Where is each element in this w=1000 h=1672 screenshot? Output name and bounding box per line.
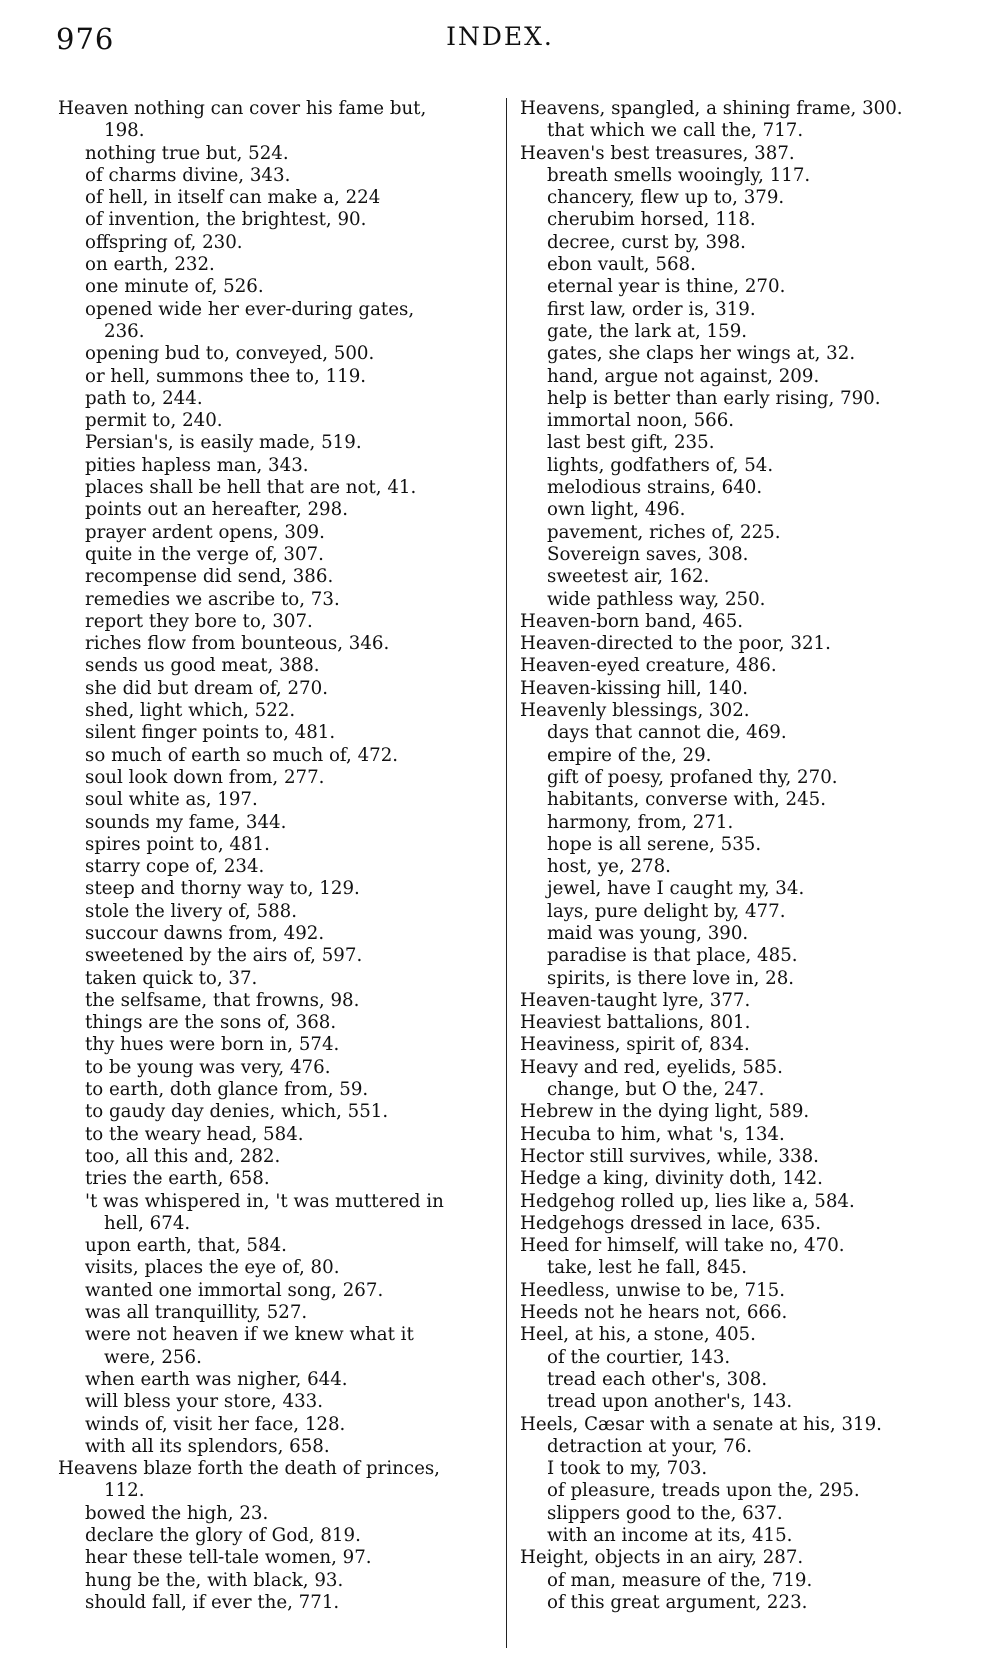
index-entry: Heaven-born band, 465.	[520, 610, 744, 632]
index-subentry: path to, 244.	[85, 387, 203, 409]
index-subentry: remedies we ascribe to, 73.	[85, 588, 340, 610]
index-subentry: lays, pure delight by, 477.	[547, 900, 786, 922]
right-column	[520, 98, 950, 1614]
index-subentry: upon earth, that, 584.	[85, 1235, 287, 1257]
index-subentry: will bless your store, 433.	[85, 1391, 323, 1413]
index-subentry: own light, 496.	[547, 499, 686, 521]
index-subentry: bowed the high, 23.	[85, 1502, 269, 1524]
index-entry: Heavens, spangled, a shining frame, 300.	[520, 98, 903, 119]
index-subentry: with an income at its, 415.	[547, 1525, 793, 1546]
index-subentry: soul white as, 197.	[85, 789, 258, 811]
index-subentry: with all its splendors, 658.	[85, 1435, 330, 1457]
index-subentry: paradise is that place, 485.	[547, 945, 798, 967]
index-subentry: slippers good to the, 637.	[547, 1502, 783, 1524]
index-subentry: tread upon another's, 143.	[547, 1391, 793, 1413]
index-subentry: riches flow from bounteous, 346.	[85, 633, 390, 655]
index-entry: Heaven-directed to the poor, 321.	[520, 633, 831, 655]
index-subentry: chancery, flew up to, 379.	[547, 187, 785, 209]
index-subentry: silent finger points to, 481.	[85, 722, 336, 744]
index-subentry: help is better than early rising, 790.	[547, 387, 881, 409]
index-subentry: 't was whispered in, 't was muttered in	[85, 1190, 444, 1212]
index-subentry: to the weary head, 584.	[85, 1123, 304, 1145]
index-entry-continuation: 112.	[104, 1480, 145, 1502]
index-subentry: nothing true but, 524.	[85, 142, 289, 164]
index-entry: Heels, Cæsar with a senate at his, 319.	[520, 1413, 882, 1435]
index-subentry: harmony, from, 271.	[547, 811, 734, 833]
index-subentry: change, but O the, 247.	[547, 1079, 765, 1101]
index-subentry: sweetened by the airs of, 597.	[85, 945, 363, 967]
index-entry: Heaven's best treasures, 387.	[520, 142, 795, 164]
index-entry: Heavens blaze forth the death of princes,	[58, 1458, 440, 1480]
index-subentry: breath smells wooingly, 117.	[547, 164, 811, 186]
index-subentry: wanted one immortal song, 267.	[85, 1279, 384, 1301]
index-subentry: taken quick to, 37.	[85, 967, 258, 989]
index-subentry: immortal noon, 566.	[547, 410, 735, 432]
index-subentry: stole the livery of, 588.	[85, 900, 298, 922]
page-title: INDEX.	[446, 22, 554, 51]
column-divider	[506, 98, 507, 1648]
index-subentry: cherubim horsed, 118.	[547, 209, 756, 231]
index-subentry: spirits, is there love in, 28.	[547, 967, 795, 989]
index-subentry: lights, godfathers of, 54.	[547, 454, 774, 476]
index-subentry: report they bore to, 307.	[85, 610, 313, 632]
index-subentry: hear these tell-tale women, 97.	[85, 1547, 372, 1569]
index-subentry: soul look down from, 277.	[85, 766, 325, 788]
index-subentry: I took to my, 703.	[547, 1458, 708, 1480]
index-subentry: or hell, summons thee to, 119.	[85, 365, 367, 387]
index-entry: Heeds not he hears not, 666.	[520, 1302, 788, 1324]
index-subentry: to be young was very, 476.	[85, 1056, 331, 1078]
index-subentry: opened wide her ever-during gates,	[85, 298, 415, 320]
index-subentry: hope is all serene, 535.	[547, 833, 762, 855]
index-subentry: were not heaven if we knew what it	[85, 1324, 414, 1346]
index-subentry: starry cope of, 234.	[85, 856, 265, 878]
index-subentry: too, all this and, 282.	[85, 1145, 281, 1167]
index-subentry: spires point to, 481.	[85, 833, 270, 855]
index-entry: Heel, at his, a stone, 405.	[520, 1324, 756, 1346]
index-entry: Heaviest battalions, 801.	[520, 1012, 751, 1034]
index-subentry: wide pathless way, 250.	[547, 588, 766, 610]
index-subentry: offspring of, 230.	[85, 231, 243, 253]
index-entry: Heaven nothing can cover his fame but,	[58, 98, 427, 119]
index-entry: Heavenly blessings, 302.	[520, 700, 750, 722]
index-subentry: succour dawns from, 492.	[85, 922, 325, 944]
index-subentry: last best gift, 235.	[547, 432, 715, 454]
index-entry: Heedless, unwise to be, 715.	[520, 1279, 786, 1301]
index-subentry: sweetest air, 162.	[547, 566, 710, 588]
index-entry: Hedgehogs dressed in lace, 635.	[520, 1212, 822, 1234]
index-subentry: pavement, riches of, 225.	[547, 521, 781, 543]
index-subentry: quite in the verge of, 307.	[85, 543, 324, 565]
index-subentry: that which we call the, 717.	[547, 120, 804, 142]
index-subentry: Persian's, is easily made, 519.	[85, 432, 362, 454]
index-subentry: one minute of, 526.	[85, 276, 264, 298]
index-subentry: hand, argue not against, 209.	[547, 365, 820, 387]
index-subentry: melodious strains, 640.	[547, 477, 763, 499]
index-entry-continuation: 198.	[104, 120, 145, 142]
index-subentry: gift of poesy, profaned thy, 270.	[547, 766, 838, 788]
left-column	[58, 98, 488, 1614]
index-subentry: empire of the, 29.	[547, 744, 712, 766]
index-subentry: was all tranquillity, 527.	[85, 1302, 308, 1324]
index-subentry: tries the earth, 658.	[85, 1168, 270, 1190]
index-entry: Heaven-kissing hill, 140.	[520, 677, 749, 699]
index-subentry: to earth, doth glance from, 59.	[85, 1079, 369, 1101]
index-subentry: thy hues were born in, 574.	[85, 1034, 340, 1056]
index-entry: Heaviness, spirit of, 834.	[520, 1034, 750, 1056]
index-subentry: tread each other's, 308.	[547, 1368, 768, 1390]
index-subentry: should fall, if ever the, 771.	[85, 1591, 340, 1613]
index-subentry: winds of, visit her face, 128.	[85, 1413, 346, 1435]
index-entry: Heaven-taught lyre, 377.	[520, 989, 751, 1011]
index-subentry: Sovereign saves, 308.	[547, 543, 749, 565]
index-subentry: opening bud to, conveyed, 500.	[85, 343, 375, 365]
index-subentry: take, lest he fall, 845.	[547, 1257, 748, 1279]
index-subentry: the selfsame, that frowns, 98.	[85, 989, 360, 1011]
index-subentry: sends us good meat, 388.	[85, 655, 320, 677]
index-subentry: of this great argument, 223.	[547, 1591, 808, 1613]
index-subentry: of man, measure of the, 719.	[547, 1569, 813, 1591]
index-subentry: of invention, the brightest, 90.	[85, 209, 367, 231]
index-subentry: prayer ardent opens, 309.	[85, 521, 325, 543]
index-entry: Height, objects in an airy, 287.	[520, 1547, 804, 1569]
index-subentry: of the courtier, 143.	[547, 1346, 731, 1368]
index-entry-continuation: 236.	[104, 320, 145, 342]
index-subentry: of hell, in itself can make a, 224	[85, 187, 381, 209]
index-subentry: on earth, 232.	[85, 254, 215, 276]
index-subentry: gate, the lark at, 159.	[547, 320, 748, 342]
page-number: 976	[56, 22, 115, 56]
index-subentry: first law, order is, 319.	[547, 298, 756, 320]
index-entry: Heavy and red, eyelids, 585.	[520, 1056, 783, 1078]
index-subentry: sounds my fame, 344.	[85, 811, 287, 833]
index-subentry: declare the glory of God, 819.	[85, 1525, 361, 1546]
index-subentry: detraction at your, 76.	[547, 1435, 753, 1457]
index-entry-continuation: were, 256.	[104, 1346, 202, 1368]
index-subentry: when earth was nigher, 644.	[85, 1368, 348, 1390]
index-subentry: days that cannot die, 469.	[547, 722, 787, 744]
index-subentry: decree, curst by, 398.	[547, 231, 746, 253]
index-entry: Hedgehog rolled up, lies like a, 584.	[520, 1190, 855, 1212]
index-subentry: gates, she claps her wings at, 32.	[547, 343, 856, 365]
index-subentry: points out an hereafter, 298.	[85, 499, 348, 521]
index-entry: Hector still survives, while, 338.	[520, 1145, 819, 1167]
index-subentry: permit to, 240.	[85, 410, 223, 432]
index-entry: Hebrew in the dying light, 589.	[520, 1101, 810, 1123]
index-subentry: steep and thorny way to, 129.	[85, 878, 360, 900]
index-subentry: eternal year is thine, 270.	[547, 276, 786, 298]
index-subentry: visits, places the eye of, 80.	[85, 1257, 340, 1279]
index-subentry: places shall be hell that are not, 41.	[85, 477, 417, 499]
index-subentry: habitants, converse with, 245.	[547, 789, 827, 811]
index-entry: Heed for himself, will take no, 470.	[520, 1235, 845, 1257]
index-subentry: so much of earth so much of, 472.	[85, 744, 399, 766]
index-subentry: ebon vault, 568.	[547, 254, 696, 276]
index-subentry: hung be the, with black, 93.	[85, 1569, 344, 1591]
index-entry-continuation: hell, 674.	[104, 1212, 191, 1234]
index-entry: Hecuba to him, what 's, 134.	[520, 1123, 785, 1145]
index-subentry: host, ye, 278.	[547, 856, 671, 878]
index-entry: Heaven-eyed creature, 486.	[520, 655, 777, 677]
index-subentry: of charms divine, 343.	[85, 164, 291, 186]
index-entry: Hedge a king, divinity doth, 142.	[520, 1168, 823, 1190]
index-subentry: maid was young, 390.	[547, 922, 749, 944]
index-subentry: of pleasure, treads upon the, 295.	[547, 1480, 860, 1502]
index-subentry: shed, light which, 522.	[85, 700, 296, 722]
index-subentry: recompense did send, 386.	[85, 566, 334, 588]
index-subentry: things are the sons of, 368.	[85, 1012, 337, 1034]
index-subentry: pities hapless man, 343.	[85, 454, 309, 476]
index-subentry: jewel, have I caught my, 34.	[547, 878, 805, 900]
index-subentry: she did but dream of, 270.	[85, 677, 328, 699]
index-subentry: to gaudy day denies, which, 551.	[85, 1101, 389, 1123]
